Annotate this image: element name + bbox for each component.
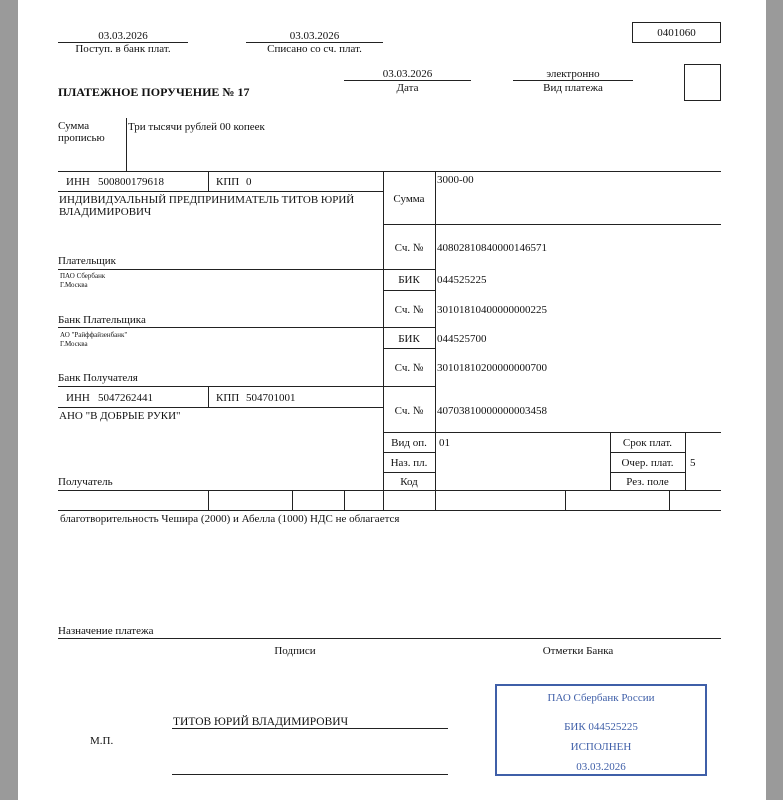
- codes-vline-b: [685, 432, 686, 490]
- amount-value: 3000-00: [437, 174, 474, 186]
- budget-cell-divider-2: [292, 490, 293, 510]
- debited-label: Списано со сч. плат.: [267, 43, 362, 55]
- payer-name-line2: ВЛАДИМИРОВИЧ: [59, 206, 152, 218]
- mp-label: М.П.: [90, 735, 114, 747]
- payee-bik: 044525700: [437, 333, 487, 345]
- signature-line-2: [172, 774, 448, 775]
- stamp-bik: БИК 044525225: [564, 721, 638, 733]
- codes-top-line: [383, 432, 721, 433]
- payer-kpp: 0: [246, 176, 252, 188]
- payee-account: 40703810000000003458: [437, 405, 547, 417]
- payer-bank-bottom-line: [58, 327, 383, 328]
- payer-bank-name: ПАО Сбербанк: [60, 272, 106, 280]
- payee-name: АНО "В ДОБРЫЕ РУКИ": [59, 410, 181, 422]
- payer-corr-account-label: Сч. №: [394, 304, 424, 316]
- payer-bottom-line: [58, 269, 435, 270]
- signer-name: ТИТОВ ЮРИЙ ВЛАДИМИРОВИЧ: [173, 716, 349, 728]
- payer-bik: 044525225: [437, 274, 487, 286]
- amount-words-label-line1: Сумма: [58, 120, 90, 132]
- codes-line-1-right: [610, 452, 685, 453]
- payee-bank-label: Банк Получателя: [58, 372, 138, 384]
- codes-line-2-left: [383, 472, 435, 473]
- payer-label: Плательщик: [58, 255, 116, 267]
- form-code: 0401060: [657, 27, 696, 39]
- document-title: ПЛАТЕЖНОЕ ПОРУЧЕНИЕ № 17: [58, 85, 250, 99]
- rez-pole-label: Рез. поле: [626, 476, 669, 488]
- payer-inn: 500800179618: [98, 176, 164, 188]
- debited-date: 03.03.2026: [289, 30, 340, 42]
- payer-bank-right-line: [383, 327, 435, 328]
- amount-words-bottom-line: [58, 171, 721, 172]
- payee-inn-label: ИНН: [66, 392, 90, 404]
- purpose-label: Назначение платежа: [58, 625, 154, 637]
- payer-bank-label: Банк Плательщика: [58, 314, 146, 326]
- payee-inn-kpp-divider: [208, 386, 209, 407]
- naz-pl-label: Наз. пл.: [390, 457, 428, 469]
- payee-corr-account: 30101810200000000700: [437, 362, 547, 374]
- order-date-label: Дата: [396, 82, 419, 94]
- payer-account: 40802810840000146571: [437, 242, 547, 254]
- stamp-status: ИСПОЛНЕН: [570, 741, 632, 753]
- vid-op-value: 01: [439, 437, 450, 449]
- kod-label: Код: [400, 476, 418, 488]
- codes-line-2-right: [610, 472, 685, 473]
- ocher-plat-label: Очер. плат.: [621, 457, 674, 469]
- srok-plat-label: Срок плат.: [622, 437, 673, 449]
- signature-line-1: [172, 728, 448, 729]
- ocher-plat-value: 5: [690, 457, 696, 469]
- purpose-text: благотворительность Чешира (2000) и Абелла (1000) НДС не облагается: [60, 513, 400, 525]
- payee-kpp-label: КПП: [216, 392, 240, 404]
- payer-inn-kpp-divider: [208, 171, 209, 191]
- bank-stamp: [495, 684, 707, 776]
- payee-inn-line: [58, 407, 383, 408]
- grid-vline-mid: [435, 171, 436, 510]
- payer-account-label: Сч. №: [394, 242, 424, 254]
- budget-cell-divider-4: [565, 490, 566, 510]
- amount-words-label-line2: прописью: [58, 132, 105, 144]
- payment-type: электронно: [546, 68, 600, 80]
- budget-cell-divider-5: [669, 490, 670, 510]
- amount-bottom-line: [383, 224, 721, 225]
- payee-bank-city: Г.Москва: [60, 340, 88, 348]
- stamp-bank-name: ПАО Сбербанк России: [547, 692, 655, 704]
- payee-account-label: Сч. №: [394, 405, 424, 417]
- payment-status-box: [684, 64, 721, 101]
- budget-cell-divider-3: [344, 490, 345, 510]
- purpose-bottom-line: [58, 638, 721, 639]
- amount-label: Сумма: [393, 193, 425, 205]
- payee-bik-line: [383, 348, 435, 349]
- stamp-date: 03.03.2026: [576, 761, 626, 773]
- payer-name-line1: ИНДИВИДУАЛЬНЫЙ ПРЕДПРИНИМАТЕЛЬ ТИТОВ ЮРИЙ: [59, 194, 355, 206]
- payment-order-document: [18, 0, 766, 800]
- payee-inn: 5047262441: [98, 392, 153, 404]
- form-code-box: [632, 22, 721, 43]
- order-date-line: [344, 80, 471, 81]
- payer-inn-label: ИНН: [66, 176, 90, 188]
- order-date: 03.03.2026: [382, 68, 433, 80]
- received-date: 03.03.2026: [98, 30, 148, 42]
- bank-marks-label: Отметки Банка: [542, 645, 614, 657]
- payer-inn-line: [58, 191, 383, 192]
- codes-line-1-left: [383, 452, 435, 453]
- budget-cell-divider-1: [208, 490, 209, 510]
- payee-label: Получатель: [58, 476, 113, 488]
- payer-bik-line: [383, 290, 435, 291]
- payer-bik-label: БИК: [398, 274, 420, 286]
- budget-row-top-line: [58, 490, 721, 491]
- payment-type-line: [513, 80, 633, 81]
- payee-bank-bottom-line: [58, 386, 435, 387]
- vid-op-label: Вид оп.: [391, 437, 427, 449]
- payee-kpp: 504701001: [246, 392, 296, 404]
- signatures-label: Подписи: [274, 645, 316, 657]
- amount-words-divider: [126, 118, 127, 171]
- payer-kpp-label: КПП: [216, 176, 240, 188]
- received-label: Поступ. в банк плат.: [75, 43, 171, 55]
- payer-corr-account: 30101810400000000225: [437, 304, 547, 316]
- payment-type-label: Вид платежа: [543, 82, 603, 94]
- payee-bik-label: БИК: [398, 333, 420, 345]
- amount-words-value: Три тысячи рублей 00 копеек: [128, 121, 265, 133]
- budget-row-bottom-line: [58, 510, 721, 511]
- payee-corr-account-label: Сч. №: [394, 362, 424, 374]
- payer-bank-city: Г.Москва: [60, 281, 88, 289]
- payee-bank-name: АО "Райффайзенбанк": [60, 331, 128, 339]
